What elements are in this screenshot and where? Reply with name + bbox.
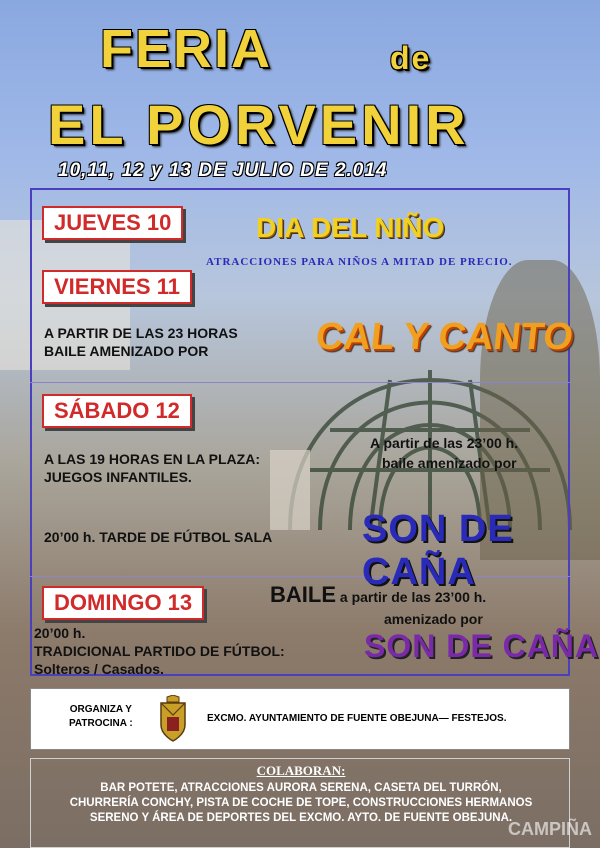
band-son-de-cana-domingo: SON DE CAÑA [364, 628, 600, 664]
collaborators-title: COLABORAN: [256, 763, 346, 778]
domingo-baile [270, 582, 486, 608]
collaborators-line-3: SERENO Y ÁREA DE DEPORTES DEL EXCMO. AYTO. DE FUENTE OBEJUNA. [89, 812, 513, 824]
domingo-amenizado: amenizado por [384, 611, 483, 627]
organizer-label-2: PATROCINA : [69, 718, 133, 729]
baile-rest: a partir de las 23’00 h. [336, 589, 487, 605]
organizer-name: EXCMO. AYUNTAMIENTO DE FUENTE OBEJUNA— FESTEJOS. [207, 713, 507, 724]
band-cal-y-canto: CAL Y CANTO [313, 316, 576, 358]
atracciones-detail: ATRACCIONES PARA NIÑOS A MITAD DE PRECIO. [206, 256, 513, 268]
domingo-teams: Solteros / Casados. [34, 661, 164, 677]
day-sabado: SÁBADO 12 [42, 394, 192, 428]
baile-word: BAILE [270, 582, 336, 607]
sabado-plaza: A LAS 19 HORAS EN LA PLAZA: [44, 451, 260, 467]
organizer-label-1: ORGANIZA Y [69, 704, 132, 715]
title-el-porvenir: EL PORVENIR [48, 93, 470, 156]
collaborators-list [31, 781, 571, 826]
day-domingo: DOMINGO 13 [42, 586, 204, 620]
title-feria: FERIA [100, 19, 272, 79]
collaborators-line-1: BAR POTETE, ATRACCIONES AURORA SERENA, CASETA DEL TURRÓN, [100, 782, 502, 794]
day-jueves: JUEVES 10 [42, 206, 183, 240]
sabado-partir: A partir de las 23’00 h. [370, 435, 519, 451]
dia-del-nino-headline: DIA DEL NIÑO [256, 212, 445, 243]
sabado-juegos: JUEGOS INFANTILES. [44, 469, 192, 485]
collaborators-box [30, 758, 570, 848]
day-viernes: VIERNES 11 [42, 270, 192, 304]
band-son-de-cana-sabado: SON DE CAÑA [362, 508, 514, 593]
sabado-futbol-sala: 20’00 h. TARDE DE FÚTBOL SALA [44, 529, 273, 545]
organizer-label [69, 703, 133, 731]
sabado-amenizado: baile amenizado por [382, 455, 517, 471]
collaborators-line-2: CHURRERÍA CONCHY, PISTA DE COCHE DE TOPE, CONSTRUCCIONES HERMANOS [69, 797, 533, 809]
domingo-partido: TRADICIONAL PARTIDO DE FÚTBOL: [34, 643, 285, 659]
watermark: CAMPIÑA [508, 819, 592, 839]
divider-1 [30, 382, 570, 383]
organizer-box [30, 688, 570, 750]
event-dates: 10,11, 12 y 13 DE JULIO DE 2.014 [58, 160, 388, 181]
coat-of-arms-icon [157, 695, 189, 743]
viernes-baile: BAILE AMENIZADO POR [44, 343, 209, 359]
domingo-time: 20’00 h. [34, 625, 86, 641]
viernes-time: A PARTIR DE LAS 23 HORAS [44, 325, 238, 341]
title-de: de [390, 40, 432, 76]
